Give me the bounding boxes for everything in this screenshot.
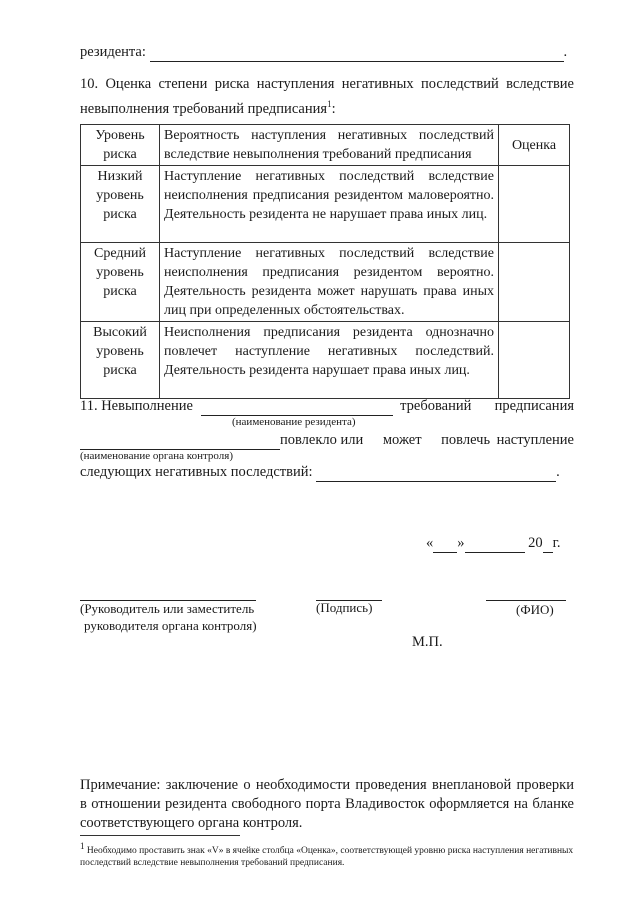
level-cell: Высокий уровень риска (81, 322, 160, 399)
caption-authority: (наименование органа контроля) (80, 450, 233, 462)
score-cell[interactable] (499, 243, 570, 322)
footnote (80, 840, 574, 869)
score-cell[interactable] (499, 322, 570, 399)
probability-cell: Неисполнения предписания резидента однозначно повлечет наступление негативных последствий. Деятельность резидента нарушает права иных лиц. (160, 322, 499, 399)
table-row (81, 166, 570, 243)
head-caption-line1: (Руководитель или заместитель (80, 601, 255, 616)
table-header-row (81, 125, 570, 166)
consequences-blank (316, 464, 556, 482)
section-11-start: 11. Невыполнение (80, 398, 193, 414)
section-11-line3: следующих негативных последствий: . (80, 464, 560, 480)
requirements-word: требований (400, 398, 472, 414)
year-prefix: 20 (528, 535, 543, 551)
fio-caption: (ФИО) (516, 602, 554, 617)
led-word: повлекло или (280, 432, 364, 448)
section-10-tail: : (331, 100, 336, 117)
header-level: Уровень риска (81, 125, 160, 166)
footnote-text: Необходимо проставить знак «V» в ячейке столбца «Оценка», соответствующей уровню риска наступления негативных последствий вследствие невыполнения требований предписания. (80, 846, 574, 869)
score-cell[interactable] (499, 166, 570, 243)
level-cell: Низкий уровень риска (81, 166, 160, 243)
date-close-quote: » (457, 535, 465, 551)
resident-name-blank (201, 398, 393, 416)
authority-name-blank (80, 432, 280, 450)
section-10-heading (80, 74, 574, 119)
footnote-mark: 1 (80, 841, 85, 851)
head-caption (80, 600, 257, 634)
onset-word: наступление (496, 432, 574, 448)
prescription-word: предписания (494, 398, 574, 414)
footnote-ref: 1 (327, 99, 332, 109)
header-probability: Вероятность наступления негативных последствий вследствие невыполнения требований предписания (160, 125, 499, 166)
fio-line (486, 600, 566, 601)
risk-table (80, 124, 570, 399)
year-suffix: г. (552, 535, 561, 551)
signature-caption: (Подпись) (316, 600, 373, 615)
consequences-label: следующих негативных последствий: (80, 464, 313, 480)
probability-cell: Наступление негативных последствий вследствие неисполнения предписания резидентом вероятно. Деятельность резидента может нарушать права иных лиц при определенных обстоятельствах. (160, 243, 499, 322)
probability-cell: Наступление негативных последствий вследствие неисполнения предписания резидентом маловероятно. Деятельность резидента не нарушает права иных лиц. (160, 166, 499, 243)
note: Примечание: заключение о необходимости проведения внеплановой проверки в отношении резидента свободного порта Владивосток оформляется на бланке соответствующего органа контроля. (80, 777, 574, 831)
section-10-text: 10. Оценка степени риска наступления негативных последствий вследствие невыполнения требований предписания (80, 76, 574, 117)
section-11-line1 (80, 398, 574, 416)
day-blank (433, 535, 457, 553)
resident-label: резидента: (80, 44, 146, 60)
table-row (81, 243, 570, 322)
resident-blank (150, 44, 564, 62)
year-blank (543, 535, 553, 553)
table-row (81, 322, 570, 399)
section-11-line2 (80, 432, 574, 450)
header-score: Оценка (499, 125, 570, 166)
head-caption-line2: руководителя органа контроля) (84, 618, 257, 633)
caption-resident: (наименование резидента) (232, 416, 356, 428)
may-word: может (382, 432, 422, 448)
month-blank (465, 535, 525, 553)
lead-word: повлечь (441, 432, 491, 448)
resident-line: резидента: . (80, 44, 568, 60)
date-open-quote: « (426, 535, 434, 551)
footnote-rule (80, 835, 240, 836)
seal-place: М.П. (412, 634, 443, 650)
level-cell: Средний уровень риска (81, 243, 160, 322)
date-line (426, 535, 561, 553)
